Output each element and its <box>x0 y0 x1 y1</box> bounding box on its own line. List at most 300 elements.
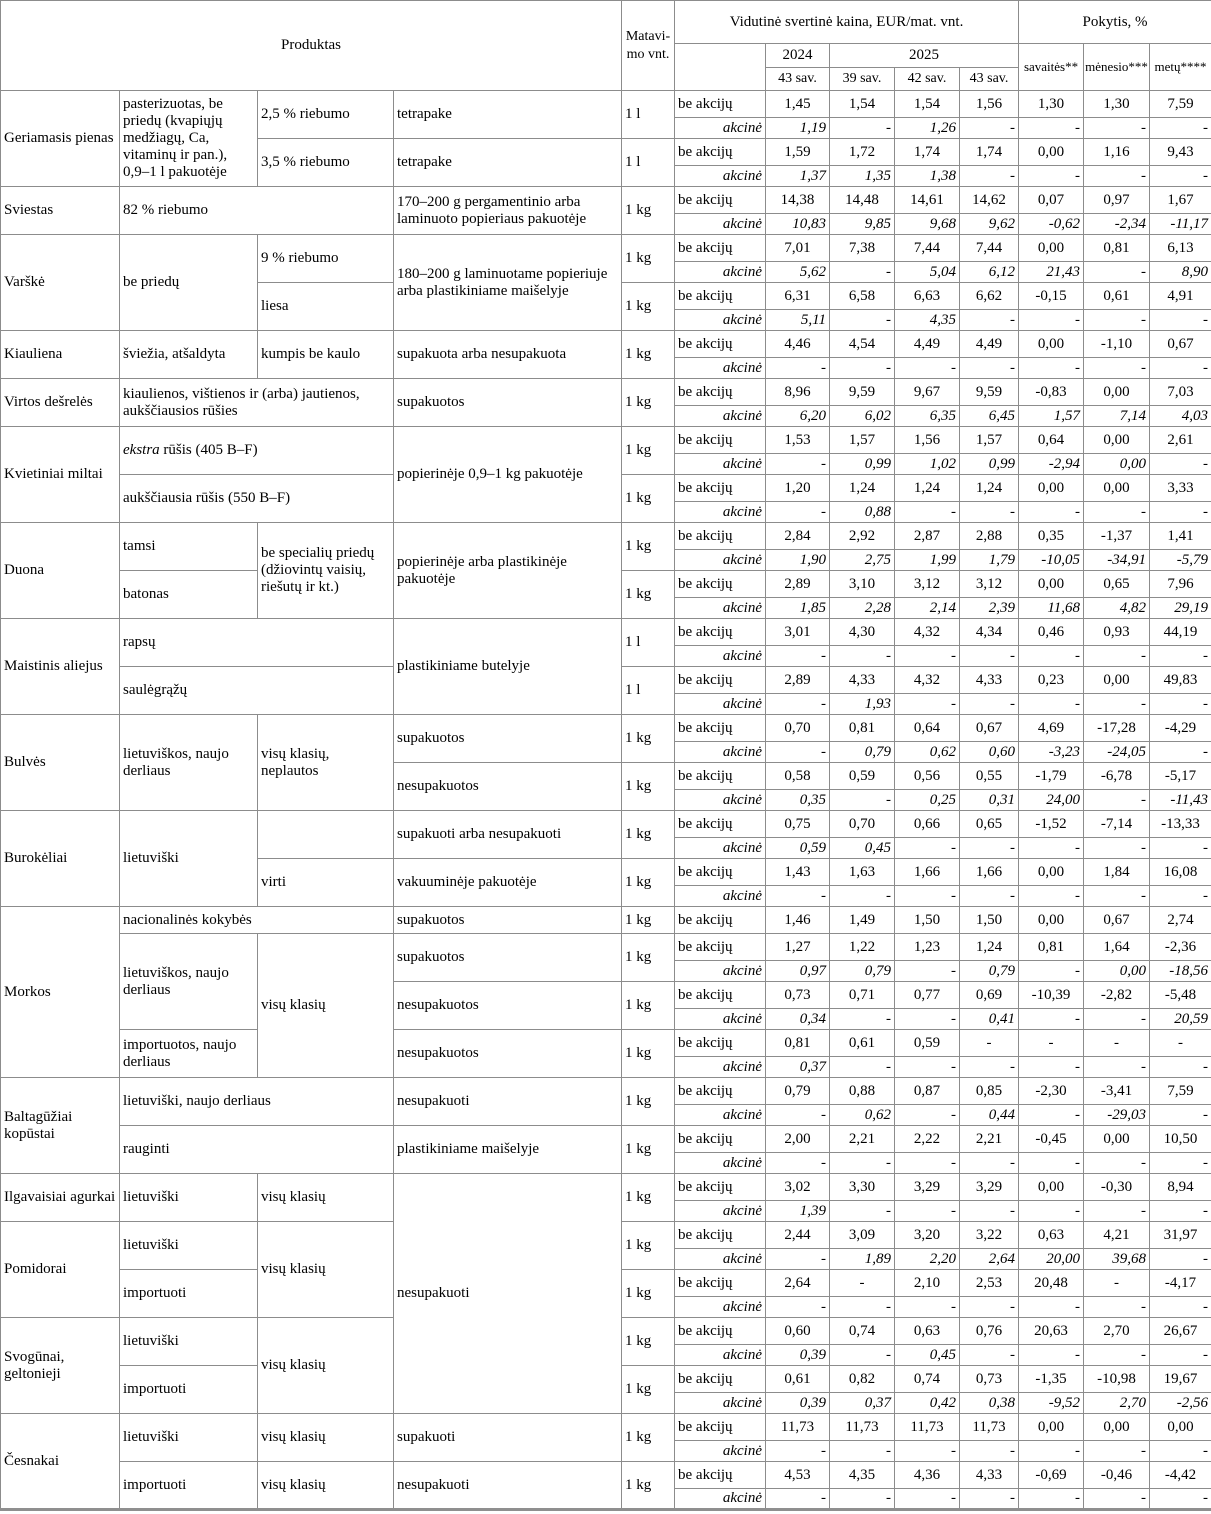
cell-price-value: -2,36 <box>1150 934 1211 961</box>
cell-price-value: 1,67 <box>1150 187 1211 214</box>
table-row <box>1 619 1211 646</box>
cell-price-type-promo: akcinė <box>675 1441 766 1462</box>
cell-price-value: -10,39 <box>1019 982 1084 1009</box>
cell-price-value: 4,32 <box>895 667 960 694</box>
cell-price-type-promo: akcinė <box>675 838 766 859</box>
header-change-month: mėnesio*** <box>1084 44 1150 91</box>
cell-product-name: Kvietiniai miltai <box>1 427 120 523</box>
cell-product-description: lietuviškos, naujo derliaus <box>120 934 258 1030</box>
cell-promo-price-value: 0,45 <box>895 1345 960 1366</box>
cell-product-name: Morkos <box>1 907 120 1078</box>
cell-price-value: 10,50 <box>1150 1126 1211 1153</box>
cell-promo-price-value: 1,19 <box>766 118 830 139</box>
cell-price-value: 1,74 <box>960 139 1019 166</box>
header-matavimo-line1: Matavi- <box>625 29 671 44</box>
cell-promo-price-value: - <box>960 694 1019 715</box>
cell-promo-price-value: 1,02 <box>895 454 960 475</box>
cell-price-type-regular: be akcijų <box>675 859 766 886</box>
cell-price-value: 3,12 <box>895 571 960 598</box>
cell-price-value: 0,00 <box>1150 1414 1211 1441</box>
cell-promo-price-value: 0,88 <box>830 502 895 523</box>
cell-price-value: 0,69 <box>960 982 1019 1009</box>
cell-measure-unit: 1 l <box>622 91 675 139</box>
cell-promo-price-value: 9,62 <box>960 214 1019 235</box>
cell-promo-price-value: - <box>766 694 830 715</box>
cell-promo-price-value: - <box>1019 1441 1084 1462</box>
cell-text-part: rūšis (405 B–F) <box>159 442 258 459</box>
cell-price-value: 1,59 <box>766 139 830 166</box>
cell-promo-price-value: 0,37 <box>766 1057 830 1078</box>
cell-price-value: 1,72 <box>830 139 895 166</box>
cell-price-value: - <box>1019 1030 1084 1057</box>
cell-price-value: 1,30 <box>1084 91 1150 118</box>
cell-promo-price-value: - <box>895 1057 960 1078</box>
cell-price-value: -0,30 <box>1084 1174 1150 1201</box>
cell-price-value: 0,75 <box>766 811 830 838</box>
cell-promo-price-value: - <box>1019 694 1084 715</box>
cell-price-value: 0,00 <box>1084 427 1150 454</box>
cell-product-name: Baltagūžiai kopūstai <box>1 1078 120 1174</box>
cell-promo-price-value: - <box>830 262 895 283</box>
cell-price-type-regular: be akcijų <box>675 1078 766 1105</box>
cell-promo-price-value: - <box>960 1489 1019 1510</box>
cell-price-value: 1,54 <box>830 91 895 118</box>
cell-measure-unit: 1 kg <box>622 715 675 763</box>
cell-price-value: 3,12 <box>960 571 1019 598</box>
cell-price-value: 0,85 <box>960 1078 1019 1105</box>
cell-price-value: -10,98 <box>1084 1366 1150 1393</box>
cell-price-value: - <box>960 1030 1019 1057</box>
cell-price-value: 7,59 <box>1150 1078 1211 1105</box>
cell-promo-price-value: - <box>830 790 895 811</box>
cell-promo-price-value: - <box>895 1297 960 1318</box>
cell-price-type-regular: be akcijų <box>675 1126 766 1153</box>
cell-promo-price-value: -3,23 <box>1019 742 1084 763</box>
cell-price-value: 16,08 <box>1150 859 1211 886</box>
cell-product-description: nacionalinės kokybės <box>120 907 394 934</box>
cell-price-value: 0,00 <box>1019 859 1084 886</box>
cell-promo-price-value: -9,52 <box>1019 1393 1084 1414</box>
cell-measure-unit: 1 kg <box>622 571 675 619</box>
cell-price-value: 31,97 <box>1150 1222 1211 1249</box>
cell-price-value: 44,19 <box>1150 619 1211 646</box>
cell-promo-price-value: - <box>830 1057 895 1078</box>
cell-price-value: 14,61 <box>895 187 960 214</box>
cell-promo-price-value: -0,62 <box>1019 214 1084 235</box>
cell-promo-price-value: - <box>1150 454 1211 475</box>
cell-promo-price-value: - <box>960 1057 1019 1078</box>
cell-promo-price-value: 2,70 <box>1084 1393 1150 1414</box>
cell-product-name: Duona <box>1 523 120 619</box>
cell-price-value: 2,89 <box>766 571 830 598</box>
cell-measure-unit: 1 kg <box>622 1414 675 1462</box>
cell-price-value: 1,56 <box>895 427 960 454</box>
cell-promo-price-value: 1,35 <box>830 166 895 187</box>
cell-promo-price-value: 0,31 <box>960 790 1019 811</box>
cell-product-description: 9 % riebumo <box>258 235 394 283</box>
cell-price-value: 2,88 <box>960 523 1019 550</box>
cell-promo-price-value: -2,34 <box>1084 214 1150 235</box>
cell-promo-price-value: - <box>1150 1057 1211 1078</box>
cell-promo-price-value: - <box>895 1201 960 1222</box>
cell-price-value: 7,59 <box>1150 91 1211 118</box>
cell-price-value: 6,31 <box>766 283 830 310</box>
cell-price-type-promo: akcinė <box>675 646 766 667</box>
cell-price-value: 0,00 <box>1019 1174 1084 1201</box>
cell-promo-price-value: 0,62 <box>895 742 960 763</box>
cell-price-value: 1,56 <box>960 91 1019 118</box>
cell-price-value: -1,37 <box>1084 523 1150 550</box>
cell-promo-price-value: 6,02 <box>830 406 895 427</box>
cell-promo-price-value: - <box>830 1489 895 1510</box>
cell-price-value: -7,14 <box>1084 811 1150 838</box>
cell-price-value: -17,28 <box>1084 715 1150 742</box>
cell-price-value: 3,20 <box>895 1222 960 1249</box>
cell-product-description: be priedų <box>120 235 258 331</box>
cell-promo-price-value: 21,43 <box>1019 262 1084 283</box>
cell-promo-price-value: - <box>895 694 960 715</box>
cell-price-type-regular: be akcijų <box>675 523 766 550</box>
cell-product-description: 3,5 % riebumo <box>258 139 394 187</box>
cell-price-value: 1,20 <box>766 475 830 502</box>
cell-promo-price-value: - <box>766 1249 830 1270</box>
cell-promo-price-value: - <box>895 1105 960 1126</box>
cell-promo-price-value: 1,79 <box>960 550 1019 571</box>
cell-promo-price-value: - <box>766 454 830 475</box>
cell-promo-price-value: 9,85 <box>830 214 895 235</box>
cell-promo-price-value: - <box>830 358 895 379</box>
cell-promo-price-value: - <box>960 646 1019 667</box>
cell-price-value: 3,02 <box>766 1174 830 1201</box>
cell-measure-unit: 1 kg <box>622 1270 675 1318</box>
cell-price-value: 0,81 <box>1084 235 1150 262</box>
cell-price-value: -0,69 <box>1019 1462 1084 1489</box>
header-week-2025-39: 39 sav. <box>830 68 895 91</box>
cell-price-type-regular: be akcijų <box>675 379 766 406</box>
cell-price-value: 0,81 <box>830 715 895 742</box>
table-row <box>1 811 1211 838</box>
cell-price-type-promo: akcinė <box>675 1201 766 1222</box>
cell-price-value: -4,29 <box>1150 715 1211 742</box>
cell-product-name: Varškė <box>1 235 120 331</box>
cell-promo-price-value: - <box>1150 118 1211 139</box>
table-header <box>1 1 1211 91</box>
cell-price-value: 0,67 <box>1150 331 1211 358</box>
cell-price-type-promo: akcinė <box>675 550 766 571</box>
cell-product-description: visų klasių <box>258 1222 394 1318</box>
cell-measure-unit: 1 kg <box>622 1462 675 1510</box>
cell-promo-price-value: - <box>1150 310 1211 331</box>
cell-price-value: 20,48 <box>1019 1270 1084 1297</box>
table-row <box>1 427 1211 454</box>
cell-promo-price-value: - <box>1084 358 1150 379</box>
cell-promo-price-value: - <box>960 1201 1019 1222</box>
cell-price-value: 26,67 <box>1150 1318 1211 1345</box>
cell-price-value: 0,66 <box>895 811 960 838</box>
cell-product-description: rapsų <box>120 619 394 667</box>
cell-measure-unit: 1 kg <box>622 811 675 859</box>
cell-promo-price-value: 4,82 <box>1084 598 1150 619</box>
cell-price-value: 0,56 <box>895 763 960 790</box>
cell-price-value: 0,00 <box>1019 571 1084 598</box>
table-row <box>1 235 1211 262</box>
cell-price-value: 0,65 <box>960 811 1019 838</box>
cell-promo-price-value: - <box>1019 1105 1084 1126</box>
cell-price-value: 0,46 <box>1019 619 1084 646</box>
cell-promo-price-value: - <box>1084 1297 1150 1318</box>
cell-promo-price-value: -2,94 <box>1019 454 1084 475</box>
cell-price-value: 1,16 <box>1084 139 1150 166</box>
cell-price-value: -4,42 <box>1150 1462 1211 1489</box>
cell-price-value: -6,78 <box>1084 763 1150 790</box>
cell-price-type-promo: akcinė <box>675 1057 766 1078</box>
cell-price-type-promo: akcinė <box>675 406 766 427</box>
header-week-2025-43: 43 sav. <box>960 68 1019 91</box>
cell-promo-price-value: - <box>1019 358 1084 379</box>
cell-price-type-regular: be akcijų <box>675 235 766 262</box>
table-row <box>1 523 1211 550</box>
cell-price-type-promo: akcinė <box>675 502 766 523</box>
cell-promo-price-value: 0,25 <box>895 790 960 811</box>
cell-promo-price-value: - <box>960 886 1019 907</box>
table-row <box>1 1414 1211 1441</box>
cell-price-type-regular: be akcijų <box>675 91 766 118</box>
cell-promo-price-value: - <box>766 886 830 907</box>
cell-promo-price-value: - <box>960 310 1019 331</box>
cell-promo-price-value: - <box>830 886 895 907</box>
cell-price-value: 4,53 <box>766 1462 830 1489</box>
cell-price-type-regular: be akcijų <box>675 1030 766 1057</box>
cell-price-value: 2,53 <box>960 1270 1019 1297</box>
table-row <box>1 1078 1211 1105</box>
cell-price-value: 7,03 <box>1150 379 1211 406</box>
cell-promo-price-value: - <box>960 1153 1019 1174</box>
cell-price-value: -5,48 <box>1150 982 1211 1009</box>
cell-promo-price-value: 0,97 <box>766 961 830 982</box>
cell-price-value: 2,61 <box>1150 427 1211 454</box>
cell-price-value: -1,10 <box>1084 331 1150 358</box>
cell-price-value: 2,87 <box>895 523 960 550</box>
cell-price-value: 0,61 <box>1084 283 1150 310</box>
cell-product-description: virti <box>258 859 394 907</box>
cell-promo-price-value: - <box>1084 262 1150 283</box>
cell-promo-price-value: - <box>1084 502 1150 523</box>
cell-price-type-promo: akcinė <box>675 598 766 619</box>
cell-promo-price-value: 2,64 <box>960 1249 1019 1270</box>
cell-measure-unit: 1 kg <box>622 1126 675 1174</box>
cell-price-value: 0,74 <box>895 1366 960 1393</box>
cell-promo-price-value: 0,00 <box>1084 454 1150 475</box>
cell-price-value: 20,63 <box>1019 1318 1084 1345</box>
cell-price-value: 4,69 <box>1019 715 1084 742</box>
cell-promo-price-value: -34,91 <box>1084 550 1150 571</box>
cell-promo-price-value: 1,26 <box>895 118 960 139</box>
cell-promo-price-value: 20,59 <box>1150 1009 1211 1030</box>
cell-product-description: kumpis be kaulo <box>258 331 394 379</box>
cell-price-value: 11,73 <box>766 1414 830 1441</box>
cell-price-type-regular: be akcijų <box>675 667 766 694</box>
cell-product-description: aukščiausia rūšis (550 B–F) <box>120 475 394 523</box>
cell-product-description: 180–200 g laminuotame popieriuje arba plastikiniame maišelyje <box>394 235 622 331</box>
cell-product-description: 82 % riebumo <box>120 187 394 235</box>
cell-price-value: 2,74 <box>1150 907 1211 934</box>
cell-promo-price-value: - <box>1084 1057 1150 1078</box>
cell-measure-unit: 1 kg <box>622 427 675 475</box>
table-row <box>1 187 1211 214</box>
cell-price-value: 0,73 <box>960 1366 1019 1393</box>
cell-price-value: 0,73 <box>766 982 830 1009</box>
cell-promo-price-value: 6,35 <box>895 406 960 427</box>
cell-product-description: importuotos, naujo derliaus <box>120 1030 258 1078</box>
cell-price-value: 0,61 <box>766 1366 830 1393</box>
cell-promo-price-value: 4,35 <box>895 310 960 331</box>
cell-price-value: 6,58 <box>830 283 895 310</box>
cell-promo-price-value: - <box>766 1489 830 1510</box>
cell-price-value: 0,00 <box>1019 331 1084 358</box>
cell-measure-unit: 1 kg <box>622 187 675 235</box>
cell-product-name: Pomidorai <box>1 1222 120 1318</box>
cell-measure-unit: 1 l <box>622 139 675 187</box>
cell-promo-price-value: 0,99 <box>960 454 1019 475</box>
cell-price-value: 1,57 <box>830 427 895 454</box>
cell-price-type-promo: akcinė <box>675 118 766 139</box>
cell-price-value: -2,82 <box>1084 982 1150 1009</box>
cell-promo-price-value: - <box>895 1009 960 1030</box>
cell-price-value: 3,01 <box>766 619 830 646</box>
cell-promo-price-value: - <box>1084 646 1150 667</box>
table-row <box>1 934 1211 961</box>
cell-promo-price-value: -10,05 <box>1019 550 1084 571</box>
cell-promo-price-value: - <box>895 358 960 379</box>
cell-price-type-regular: be akcijų <box>675 811 766 838</box>
cell-promo-price-value: 2,14 <box>895 598 960 619</box>
cell-promo-price-value: - <box>1150 742 1211 763</box>
cell-promo-price-value: - <box>830 1345 895 1366</box>
cell-price-value: 2,21 <box>960 1126 1019 1153</box>
cell-promo-price-value: - <box>766 1153 830 1174</box>
cell-price-value: 0,00 <box>1019 1414 1084 1441</box>
cell-promo-price-value: - <box>1019 961 1084 982</box>
cell-price-value: 7,44 <box>895 235 960 262</box>
cell-price-value: 0,82 <box>830 1366 895 1393</box>
cell-promo-price-value: - <box>895 1153 960 1174</box>
cell-promo-price-value: 0,59 <box>766 838 830 859</box>
cell-promo-price-value: - <box>1084 694 1150 715</box>
cell-price-value: 0,58 <box>766 763 830 790</box>
cell-product-description: lietuviški <box>120 1414 258 1462</box>
cell-price-type-regular: be akcijų <box>675 619 766 646</box>
cell-product-description: supakuotos <box>394 379 622 427</box>
cell-promo-price-value: - <box>830 1297 895 1318</box>
cell-price-value: 1,50 <box>960 907 1019 934</box>
cell-product-description: plastikiniame butelyje <box>394 619 622 715</box>
cell-promo-price-value: - <box>1150 358 1211 379</box>
cell-price-type-regular: be akcijų <box>675 427 766 454</box>
cell-product-description: nesupakuoti <box>394 1078 622 1126</box>
cell-promo-price-value: 0,79 <box>960 961 1019 982</box>
header-price-type-spacer <box>675 44 766 91</box>
cell-price-value: 2,70 <box>1084 1318 1150 1345</box>
cell-promo-price-value: - <box>766 1297 830 1318</box>
cell-price-value: -1,79 <box>1019 763 1084 790</box>
header-change-week: savaitės** <box>1019 44 1084 91</box>
cell-price-value: 3,29 <box>895 1174 960 1201</box>
cell-promo-price-value: - <box>895 886 960 907</box>
cell-price-value: -0,46 <box>1084 1462 1150 1489</box>
cell-promo-price-value: - <box>1019 886 1084 907</box>
cell-price-value: 1,24 <box>830 475 895 502</box>
cell-price-value: 0,59 <box>895 1030 960 1057</box>
cell-price-value: 0,71 <box>830 982 895 1009</box>
cell-product-description: plastikiniame maišelyje <box>394 1126 622 1174</box>
cell-price-value: 2,21 <box>830 1126 895 1153</box>
cell-promo-price-value: 1,90 <box>766 550 830 571</box>
cell-promo-price-value: 9,68 <box>895 214 960 235</box>
cell-promo-price-value: 1,37 <box>766 166 830 187</box>
header-pokytis: Pokytis, % <box>1019 1 1211 44</box>
cell-price-value: 0,77 <box>895 982 960 1009</box>
cell-price-type-promo: akcinė <box>675 1393 766 1414</box>
header-year-2024: 2024 <box>766 44 830 68</box>
cell-product-description: 170–200 g pergamentinio arba laminuoto popieriaus pakuotėje <box>394 187 622 235</box>
cell-promo-price-value: - <box>1150 1297 1211 1318</box>
cell-product-name: Česnakai <box>1 1414 120 1510</box>
cell-price-value: 1,30 <box>1019 91 1084 118</box>
cell-promo-price-value: - <box>1019 310 1084 331</box>
cell-price-type-regular: be akcijų <box>675 283 766 310</box>
cell-promo-price-value: - <box>1084 166 1150 187</box>
cell-promo-price-value: - <box>1150 694 1211 715</box>
cell-promo-price-value: -29,03 <box>1084 1105 1150 1126</box>
cell-price-value: 1,53 <box>766 427 830 454</box>
cell-promo-price-value: -2,56 <box>1150 1393 1211 1414</box>
cell-price-value: 9,67 <box>895 379 960 406</box>
cell-measure-unit: 1 kg <box>622 859 675 907</box>
cell-price-value: 7,96 <box>1150 571 1211 598</box>
cell-price-type-promo: akcinė <box>675 166 766 187</box>
cell-product-description: supakuoti <box>394 1414 622 1462</box>
cell-price-type-promo: akcinė <box>675 1297 766 1318</box>
cell-price-value: -4,17 <box>1150 1270 1211 1297</box>
cell-product-description: lietuviški <box>120 1318 258 1366</box>
cell-promo-price-value: - <box>1084 1201 1150 1222</box>
cell-promo-price-value: - <box>830 1153 895 1174</box>
cell-promo-price-value: - <box>766 358 830 379</box>
cell-promo-price-value: 0,34 <box>766 1009 830 1030</box>
cell-price-value: 0,97 <box>1084 187 1150 214</box>
cell-price-value: 14,62 <box>960 187 1019 214</box>
cell-measure-unit: 1 kg <box>622 1222 675 1270</box>
cell-price-value: 4,49 <box>960 331 1019 358</box>
cell-price-value: 4,35 <box>830 1462 895 1489</box>
cell-price-value: -0,15 <box>1019 283 1084 310</box>
cell-promo-price-value: - <box>1019 1057 1084 1078</box>
cell-promo-price-value: 0,44 <box>960 1105 1019 1126</box>
cell-price-value: 4,34 <box>960 619 1019 646</box>
cell-price-value: -0,83 <box>1019 379 1084 406</box>
cell-price-value: - <box>1084 1030 1150 1057</box>
cell-price-value: 0,59 <box>830 763 895 790</box>
cell-price-value: 0,70 <box>830 811 895 838</box>
cell-promo-price-value: 7,14 <box>1084 406 1150 427</box>
cell-price-value: 1,27 <box>766 934 830 961</box>
cell-product-description: visų klasių <box>258 1414 394 1462</box>
cell-promo-price-value: 0,39 <box>766 1393 830 1414</box>
cell-promo-price-value: 0,60 <box>960 742 1019 763</box>
cell-promo-price-value: 5,62 <box>766 262 830 283</box>
cell-price-value: 0,65 <box>1084 571 1150 598</box>
cell-price-type-promo: akcinė <box>675 1345 766 1366</box>
